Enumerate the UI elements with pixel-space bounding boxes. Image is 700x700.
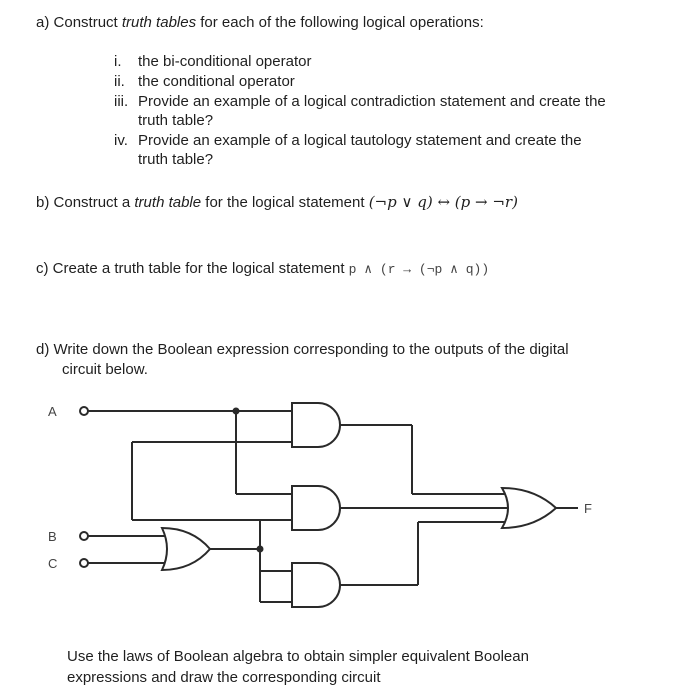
question-d-label: d) (36, 341, 50, 358)
input-b-label: B (48, 529, 57, 544)
item-text: Provide an example of a logical contradiction statement and create the (138, 93, 606, 110)
question-a-item-4-continuation: truth table? (138, 151, 214, 168)
item-text: the conditional operator (138, 73, 295, 90)
item-number: ii. (114, 73, 125, 90)
junction-dot (233, 408, 240, 415)
input-a-label: A (48, 404, 57, 419)
question-d-line1: Write down the Boolean expression corresponding to the outputs of the digital (53, 341, 569, 358)
item-text: Provide an example of a logical tautology statement and create the (138, 132, 582, 149)
question-a-item-3-continuation: truth table? (138, 112, 214, 129)
item-text: the bi-conditional operator (138, 53, 312, 70)
item-number: i. (114, 53, 122, 70)
or-gate-bc (162, 528, 210, 570)
footer-line2: expressions and draw the corresponding circuit (67, 669, 381, 686)
question-b-suffix: for the logical statement (201, 194, 369, 211)
and-gate-1 (292, 403, 340, 447)
question-b-prefix: Construct a (53, 194, 135, 211)
or-gate-final (502, 488, 556, 528)
junction-dot (257, 546, 264, 553)
question-c-label: c) (36, 260, 49, 277)
item-number: iii. (114, 93, 129, 110)
question-d-line2: circuit below. (62, 361, 148, 378)
question-b-label: b) (36, 194, 50, 211)
question-b-emphasis: truth table (134, 194, 202, 211)
and-gate-3 (292, 563, 340, 607)
and-gate-2 (292, 486, 340, 530)
question-c-formula: p ∧ (r → (¬p ∧ q)) (348, 262, 490, 277)
input-c-terminal (80, 559, 88, 567)
input-b-terminal (80, 532, 88, 540)
question-a-label: a) (36, 14, 50, 31)
question-a-suffix: for each of the following logical operations: (196, 14, 484, 31)
input-c-label: C (48, 556, 58, 571)
question-a-prefix: Construct (53, 14, 122, 31)
question-a-emphasis: truth tables (121, 14, 197, 31)
output-f-label: F (584, 501, 592, 516)
question-b-formula: (¬p ∨ q) ↔ (p → ¬r) (368, 193, 518, 211)
question-c-text: Create a truth table for the logical statement (52, 260, 349, 277)
item-number: iv. (114, 132, 128, 149)
footer-line1: Use the laws of Boolean algebra to obtain simpler equivalent Boolean (67, 648, 529, 665)
input-a-terminal (80, 407, 88, 415)
